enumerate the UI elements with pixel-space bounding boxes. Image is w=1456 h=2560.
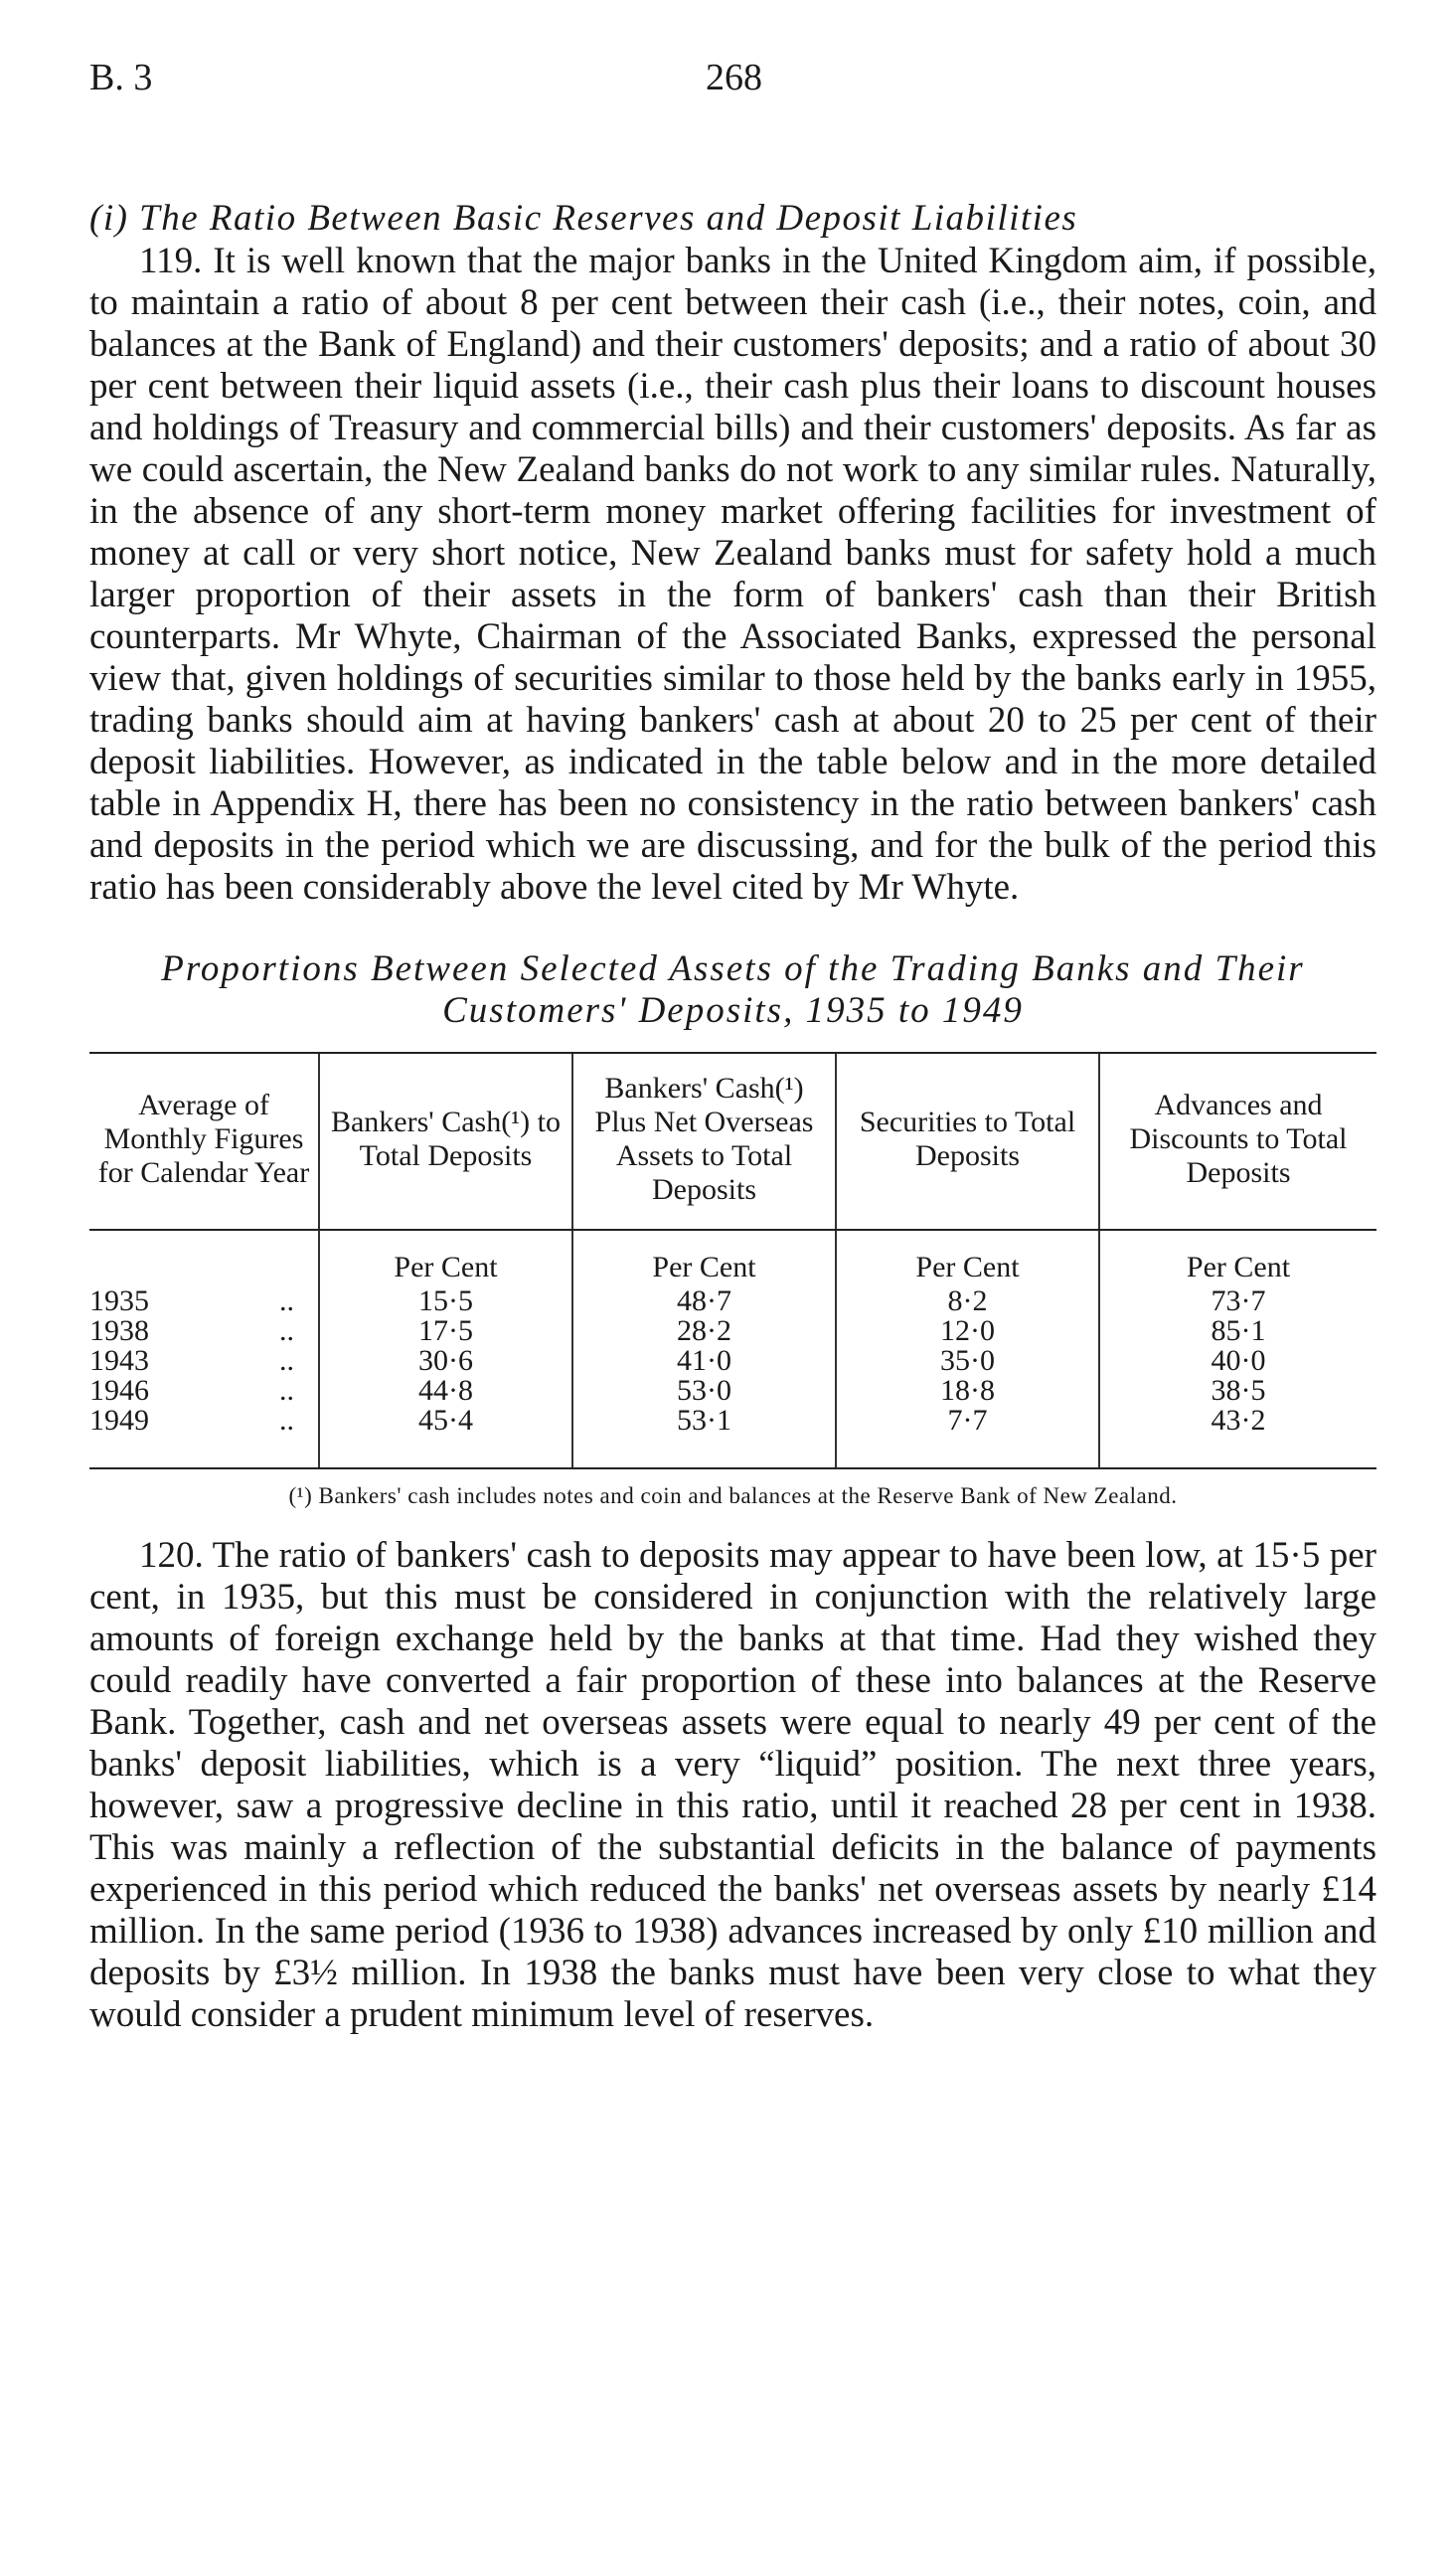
leader-dots: .. [279,1374,294,1407]
leader-dots: .. [279,1344,294,1377]
cash-cell: 30·6 [319,1346,572,1376]
advances-cell: 40·0 [1099,1346,1376,1376]
paragraph-119: 119. It is well known that the major banks in the United Kingdom aim, if possible, to maintain a ratio of about 8 per cent between their cash (i.e., their notes, coin, and balances at the Bank of England) and their customers' deposits; and a ratio of about 30 per cent between their liquid assets (i.e., their cash plus their loans to discount houses and holdings of Treasury and commercial bills) and their customers' deposits. As far as we could ascertain, the New Zealand banks do not work to any similar rules. Naturally, in the absence of any short-term money market offering facilities for investment of money at call or very short notice, New Zealand banks must for safety hold a much larger proportion of their assets in the form of bankers' cash than their British counterparts. Mr Whyte, Chairman of the Associated Banks, expressed the personal view that, given holdings of securities similar to those held by the banks early in 1955, trading banks should aim at having bankers' cash at about 20 to 25 per cent of their deposit liabilities. However, as indicated in the table below and in the more detailed table in Appendix H, there has been no consistency in the ratio between bankers' cash and deposits in the period which we are discussing, and for the bulk of the period this ratio has been considerably above the level cited by Mr Whyte. [89,241,1376,908]
year-value: 1946 [89,1374,149,1407]
cash-overseas-cell: 53·0 [572,1376,836,1406]
securities-cell: 18·8 [836,1376,1099,1406]
leader-dots: .. [279,1284,294,1317]
leader-dots: .. [279,1404,294,1437]
page-number: 268 [706,57,762,98]
cash-overseas-cell: 48·7 [572,1286,836,1316]
year-cell [89,1406,319,1468]
cash-overseas-cell: 41·0 [572,1346,836,1376]
securities-cell: 35·0 [836,1346,1099,1376]
securities-cell: 8·2 [836,1286,1099,1316]
advances-cell: 85·1 [1099,1316,1376,1346]
year-value: 1943 [89,1344,149,1377]
securities-cell: 12·0 [836,1316,1099,1346]
page-header [89,48,1376,107]
section-heading: (i) The Ratio Between Basic Reserves and Deposit Liabilities [89,198,1078,239]
units-cell: Per Cent [1099,1230,1376,1286]
column-header-securities: Securities to Total Deposits [836,1053,1099,1230]
table-row [89,1376,1376,1406]
table-row [89,1316,1376,1346]
year-cell [89,1346,319,1376]
cash-cell: 15·5 [319,1286,572,1316]
year-cell [89,1376,319,1406]
securities-cell: 7·7 [836,1406,1099,1468]
table-footnote: (¹) Bankers' cash includes notes and coin and balances at the Reserve Bank of New Zealand. [288,1483,1178,1508]
table-row [89,1346,1376,1376]
column-header-cash: Bankers' Cash(¹) to Total Deposits [319,1053,572,1230]
units-cell: Per Cent [319,1230,572,1286]
year-value: 1935 [89,1284,149,1317]
units-row [89,1230,1376,1286]
column-header-advances: Advances and Discounts to Total Deposits [1099,1053,1376,1230]
table-row [89,1286,1376,1316]
advances-cell: 38·5 [1099,1376,1376,1406]
advances-cell: 73·7 [1099,1286,1376,1316]
table-row [89,1406,1376,1468]
ratios-table [89,1052,1376,1469]
cash-overseas-cell: 28·2 [572,1316,836,1346]
units-cell: Per Cent [836,1230,1099,1286]
units-cell-empty [89,1230,319,1286]
year-value: 1949 [89,1404,149,1437]
cash-overseas-cell: 53·1 [572,1406,836,1468]
units-cell: Per Cent [572,1230,836,1286]
column-header-cash-overseas: Bankers' Cash(¹) Plus Net Overseas Assets to Total Deposits [572,1053,836,1230]
advances-cell: 43·2 [1099,1406,1376,1468]
leader-dots: .. [279,1314,294,1347]
year-value: 1938 [89,1314,149,1347]
table-caption: Proportions Between Selected Assets of the Trading Banks and Their Customers' Deposits, 1935 to 1949 [161,948,1305,1031]
paragraph-120: 120. The ratio of bankers' cash to deposits may appear to have been low, at 15·5 per cent, in 1935, but this must be considered in conjunction with the relatively large amounts of foreign exchange held by the banks at that time. Had they wished they could readily have converted a fair proportion of these into balances at the Reserve Bank. Together, cash and net overseas assets were equal to nearly 49 per cent of the banks' deposit liabilities, which is a very “liquid” position. The next three years, however, saw a progressive decline in this ratio, until it reached 28 per cent in 1938. This was mainly a reflection of the substantial deficits in the balance of payments experienced in this period which reduced the banks' net overseas assets by nearly £14 million. In the same period (1936 to 1938) advances increased by only £10 million and deposits by £3½ million. In 1938 the banks must have been very close to what they would consider a prudent minimum level of reserves. [89,1535,1376,2035]
cash-cell: 17·5 [319,1316,572,1346]
document-page [89,48,1376,2036]
cash-cell: 44·8 [319,1376,572,1406]
cash-cell: 45·4 [319,1406,572,1468]
document-reference: B. 3 [89,57,153,98]
year-cell [89,1316,319,1346]
table-header-row [89,1053,1376,1230]
year-cell [89,1286,319,1316]
column-header-year: Average of Monthly Figures for Calendar Year [89,1053,319,1230]
